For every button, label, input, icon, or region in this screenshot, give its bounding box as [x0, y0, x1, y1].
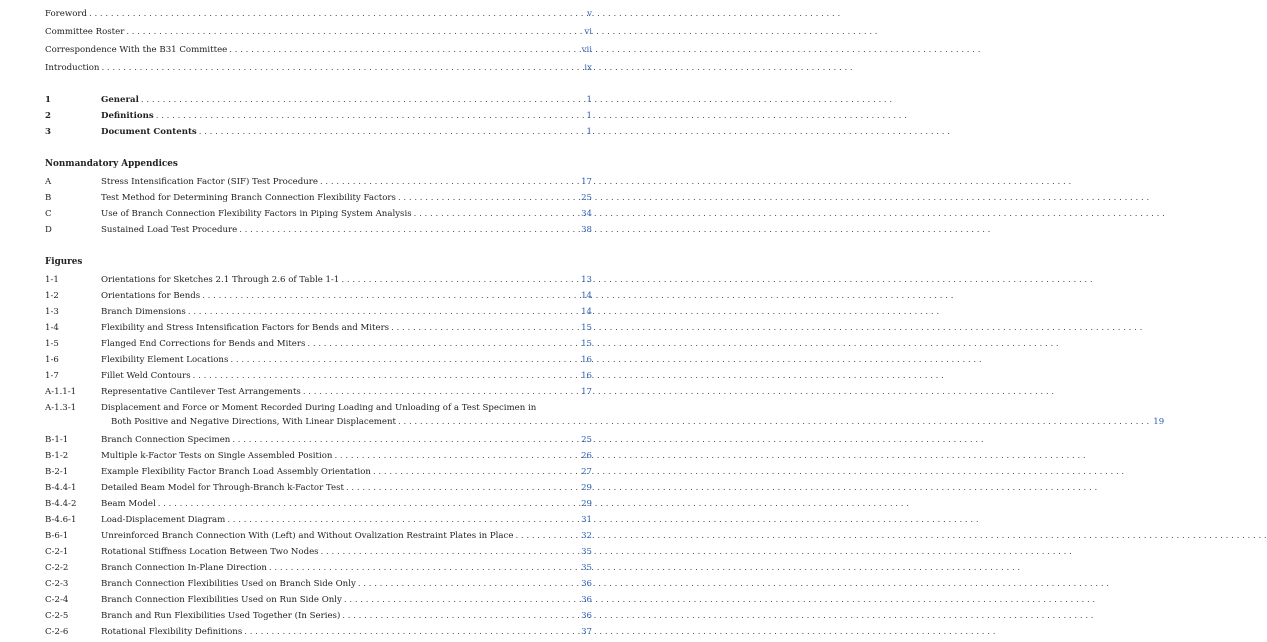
toc-figure[interactable]	[45, 385, 592, 399]
toc-page-number[interactable]: v	[587, 9, 592, 19]
dot-leader	[344, 593, 577, 607]
toc-entry-number: C-2-1	[45, 547, 69, 557]
toc-entry-title-continued: Both Positive and Negative Directions, With Linear Displacement	[111, 417, 397, 427]
toc-figure[interactable]	[45, 305, 592, 319]
toc-entry-number: C-2-2	[45, 563, 69, 573]
toc-entry-number: 1	[45, 95, 51, 105]
toc-entry-title: Branch Connection Flexibilities Used on Run Side Only	[101, 595, 342, 605]
toc-entry-title: Fillet Weld Contours	[101, 371, 191, 381]
toc-entry-number: B-4.4-2	[45, 499, 77, 509]
toc-entry-number: A-1.3-1	[45, 403, 77, 413]
toc-entry-title: Detailed Beam Model for Through-Branch k-Factor Test	[101, 483, 344, 493]
toc-entry-number: 2	[45, 111, 51, 121]
toc-figure[interactable]	[45, 353, 592, 367]
toc-page-number[interactable]: 13	[581, 275, 592, 285]
toc-page-number[interactable]: 25	[581, 193, 592, 203]
toc-appendix-a[interactable]	[45, 175, 592, 189]
toc-page-number[interactable]: 31	[581, 515, 592, 525]
toc-page-number[interactable]: 35	[581, 563, 592, 573]
toc-entry-title: Document Contents	[101, 127, 197, 137]
toc-entry-title: Rotational Flexibility Definitions	[101, 627, 243, 637]
toc-entry-title: Orientations for Bends	[101, 291, 201, 301]
toc-page-number[interactable]: 1	[586, 111, 592, 121]
toc-entry-number: 3	[45, 127, 51, 137]
dot-leader	[193, 369, 577, 383]
toc-entry-title: Correspondence With the B31 Committee	[45, 45, 228, 55]
toc-entry-number: 1-5	[45, 339, 59, 349]
dot-leader	[515, 529, 577, 543]
toc-entry-title: Representative Cantilever Test Arrangements	[101, 387, 301, 397]
toc-entry-number: 1-7	[45, 371, 59, 381]
toc-page-number[interactable]: 37	[581, 627, 592, 637]
toc-page-number[interactable]: 17	[581, 387, 592, 397]
toc-entry-title: Sustained Load Test Procedure	[101, 225, 238, 235]
dot-leader	[320, 175, 577, 189]
toc-entry-title: Flanged End Corrections for Bends and Miters	[101, 339, 306, 349]
toc-entry-number: B-1-2	[45, 451, 69, 461]
toc-entry-correspondence[interactable]	[45, 43, 592, 57]
toc-entry-title: Branch Connection Flexibilities Used on Branch Side Only	[101, 579, 356, 589]
dot-leader	[244, 625, 577, 639]
toc-entry-title: Use of Branch Connection Flexibility Factors in Piping System Analysis	[101, 209, 412, 219]
toc-figure[interactable]	[45, 561, 592, 575]
toc-entry-number: A	[45, 177, 52, 187]
toc-entry-title: Multiple k-Factor Tests on Single Assembled Position	[101, 451, 333, 461]
toc-page-number[interactable]: 14	[581, 307, 592, 317]
toc-page-number[interactable]: 36	[581, 611, 592, 621]
toc-figure[interactable]	[45, 545, 592, 559]
toc-figure[interactable]	[45, 433, 592, 447]
toc-figure[interactable]	[45, 529, 592, 543]
dot-leader	[239, 223, 577, 237]
dot-leader	[156, 109, 580, 123]
dot-leader	[188, 305, 577, 319]
toc-entry-number: B-4.6-1	[45, 515, 77, 525]
toc-page-number[interactable]: 34	[581, 209, 592, 219]
dot-leader	[101, 61, 580, 75]
toc-entry-number: B-4.4-1	[45, 483, 77, 493]
toc-entry-title: General	[101, 95, 139, 105]
toc-entry-number: B	[45, 193, 52, 203]
dot-leader	[307, 337, 577, 351]
toc-entry-title: Branch Connection Specimen	[101, 435, 231, 445]
toc-figure[interactable]	[45, 337, 592, 351]
toc-page-number[interactable]: 14	[581, 291, 592, 301]
toc-entry-title: Beam Model	[101, 499, 156, 509]
toc-entry-title: Branch Connection In-Plane Direction	[101, 563, 267, 573]
dot-leader	[346, 481, 577, 495]
toc-page-number[interactable]: vi	[584, 27, 592, 37]
toc-entry-number: C-2-6	[45, 627, 69, 637]
dot-leader	[126, 25, 580, 39]
toc-entry-number: D	[45, 225, 52, 235]
appendices-heading: Nonmandatory Appendices	[45, 159, 178, 169]
toc-appendix-b[interactable]	[45, 191, 592, 205]
dot-leader	[342, 609, 577, 623]
toc-page-number[interactable]: 1	[586, 95, 592, 105]
toc-entry-title: Example Flexibility Factor Branch Load Assembly Orientation	[101, 467, 371, 477]
dot-leader	[141, 93, 580, 107]
toc-entry-title: Orientations for Sketches 2.1 Through 2.6 of Table 1-1	[101, 275, 340, 285]
dot-leader	[89, 7, 580, 21]
figures-heading: Figures	[45, 257, 83, 267]
toc-entry-number: 1-2	[45, 291, 59, 301]
dot-leader	[334, 449, 577, 463]
toc-figure[interactable]	[45, 481, 592, 495]
toc-chapter-2[interactable]	[45, 109, 592, 123]
dot-leader	[232, 433, 577, 447]
toc-entry-title: Branch Dimensions	[101, 307, 186, 317]
dot-leader	[229, 43, 577, 57]
toc-page-number[interactable]: 38	[581, 225, 592, 235]
toc-appendix-d[interactable]	[45, 223, 592, 237]
toc-entry-title-continued-line	[101, 415, 1164, 429]
toc-page-number[interactable]: vii	[581, 45, 592, 55]
toc-page-number[interactable]: 35	[581, 547, 592, 557]
dot-leader	[398, 415, 1149, 429]
toc-figure[interactable]	[45, 625, 592, 639]
toc-figure[interactable]	[45, 321, 592, 335]
toc-entry-title: Branch and Run Flexibilities Used Together (In Series)	[101, 611, 341, 621]
toc-entry-title: Stress Intensification Factor (SIF) Test Procedure	[101, 177, 318, 187]
toc-figure[interactable]	[45, 513, 592, 527]
toc-entry-title: Unreinforced Branch Connection With (Left) and Without Ovalization Restraint Plates in Place	[101, 531, 514, 541]
toc-page-number[interactable]: 17	[581, 177, 592, 187]
toc-entry-number: 1-1	[45, 275, 59, 285]
toc-entry-title: Flexibility and Stress Intensification Factors for Bends and Miters	[101, 323, 390, 333]
dot-leader	[358, 577, 577, 591]
toc-entry-number: C	[45, 209, 52, 219]
toc-page-number[interactable]: 15	[581, 323, 592, 333]
toc-page-number[interactable]: 15	[581, 339, 592, 349]
toc-page-number[interactable]: 25	[581, 435, 592, 445]
toc-entry-title: Foreword	[45, 9, 87, 19]
toc-entry-title-block	[101, 401, 1164, 429]
toc-figure[interactable]	[45, 449, 592, 463]
toc-entry-committee-roster[interactable]	[45, 25, 592, 39]
toc-page-number[interactable]: 16	[581, 355, 592, 365]
toc-entry-number: B-2-1	[45, 467, 69, 477]
toc-page-number[interactable]: ix	[584, 63, 592, 73]
toc-page-number[interactable]: 27	[581, 467, 592, 477]
toc-entry-title: Flexibility Element Locations	[101, 355, 229, 365]
dot-leader	[199, 125, 580, 139]
toc-entry-number: C-2-3	[45, 579, 69, 589]
toc-entry-title: Introduction	[45, 63, 100, 73]
dot-leader	[202, 289, 577, 303]
dot-leader	[303, 385, 577, 399]
toc-figure[interactable]	[45, 369, 592, 383]
toc-figure[interactable]	[45, 465, 592, 479]
dot-leader	[398, 191, 577, 205]
toc-entry-number: 1-3	[45, 307, 59, 317]
toc-entry-number: B-1-1	[45, 435, 69, 445]
dot-leader	[321, 545, 577, 559]
toc-entry-introduction[interactable]	[45, 61, 592, 75]
dot-leader	[391, 321, 577, 335]
toc-figure[interactable]	[45, 609, 592, 623]
toc-page-number[interactable]: 36	[581, 595, 592, 605]
dot-leader	[230, 353, 577, 367]
toc-page-number[interactable]: 16	[581, 371, 592, 381]
toc-page-number[interactable]: 19	[1153, 417, 1165, 427]
toc-page-number[interactable]: 1	[586, 127, 592, 137]
toc-appendix-c[interactable]	[45, 207, 592, 221]
dot-leader	[227, 513, 577, 527]
toc-figure[interactable]	[45, 273, 592, 287]
dot-leader	[269, 561, 577, 575]
toc-entry-foreword[interactable]	[45, 7, 592, 21]
toc-entry-title: Test Method for Determining Branch Connection Flexibility Factors	[101, 193, 396, 203]
toc-chapter-3[interactable]	[45, 125, 592, 139]
toc-figure[interactable]	[45, 593, 592, 607]
dot-leader	[373, 465, 577, 479]
toc-entry-title: Displacement and Force or Moment Recorded During Loading and Unloading of a Test Specimen in	[101, 403, 537, 413]
toc-entry-title: Rotational Stiffness Location Between Two Nodes	[101, 547, 319, 557]
toc-entry-number: C-2-4	[45, 595, 69, 605]
dot-leader	[341, 273, 577, 287]
toc-chapter-1[interactable]	[45, 93, 592, 107]
toc-entry-title: Load-Displacement Diagram	[101, 515, 226, 525]
toc-entry-number: A-1.1-1	[45, 387, 77, 397]
toc-entry-number: B-6-1	[45, 531, 69, 541]
toc-entry-title: Definitions	[101, 111, 154, 121]
toc-page-number[interactable]: 29	[581, 499, 592, 509]
toc-entry-number: C-2-5	[45, 611, 69, 621]
toc-figure[interactable]	[45, 577, 592, 591]
toc-figure[interactable]	[45, 289, 592, 303]
toc-page-number[interactable]: 36	[581, 579, 592, 589]
toc-page-number[interactable]: 29	[581, 483, 592, 493]
toc-entry-number: 1-6	[45, 355, 59, 365]
toc-entry-title: Committee Roster	[45, 27, 125, 37]
toc-figure[interactable]	[45, 497, 592, 511]
toc-entry-number: 1-4	[45, 323, 59, 333]
dot-leader	[158, 497, 577, 511]
dot-leader	[414, 207, 577, 221]
toc-page-number[interactable]: 26	[581, 451, 592, 461]
toc-figure[interactable]	[45, 401, 1165, 429]
toc-page-number[interactable]: 32	[581, 531, 592, 541]
